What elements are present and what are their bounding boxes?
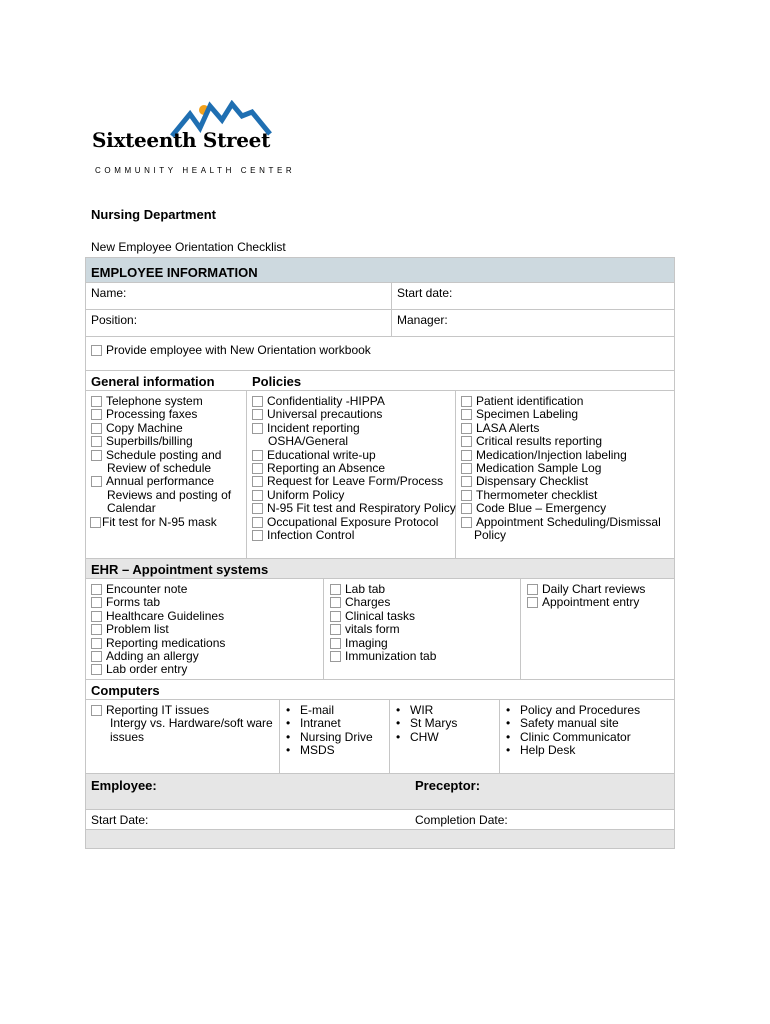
item-label: Charges bbox=[345, 595, 391, 610]
item-continuation: Reviews and posting of bbox=[107, 487, 232, 502]
item-label: Patient identification bbox=[476, 394, 584, 408]
checkbox[interactable] bbox=[252, 409, 263, 420]
item-label: Schedule posting and bbox=[106, 447, 222, 462]
check-item[interactable] bbox=[461, 435, 661, 448]
footer-band bbox=[86, 830, 674, 848]
item-label: Universal precautions bbox=[267, 407, 383, 422]
general-heading: General information bbox=[91, 374, 215, 389]
checkbox[interactable] bbox=[91, 345, 102, 356]
checkbox[interactable] bbox=[461, 436, 472, 447]
item-label: WIR bbox=[410, 703, 434, 717]
check-item[interactable] bbox=[527, 596, 645, 609]
computers-list-4 bbox=[506, 704, 640, 758]
check-item[interactable] bbox=[252, 422, 456, 435]
item-label: Forms tab bbox=[106, 595, 161, 610]
checkbox[interactable] bbox=[461, 490, 472, 501]
start-date-label: Start date: bbox=[397, 286, 453, 300]
item-continuation: Calendar bbox=[107, 501, 156, 516]
ehr-list-1 bbox=[91, 583, 225, 677]
check-item[interactable] bbox=[461, 422, 661, 435]
check-item[interactable] bbox=[461, 462, 661, 475]
checkbox[interactable] bbox=[330, 584, 341, 595]
checkbox[interactable] bbox=[527, 597, 538, 608]
item-label: Processing faxes bbox=[106, 407, 198, 422]
item-label: vitals form bbox=[345, 622, 400, 637]
workbook-item[interactable] bbox=[91, 343, 371, 357]
start-date-field-label: Start Date: bbox=[91, 813, 149, 827]
item-label: Policy and Procedures bbox=[520, 703, 641, 717]
check-item[interactable] bbox=[252, 449, 456, 462]
item-label: Confidentiality -HIPPA bbox=[267, 394, 385, 408]
checkbox[interactable] bbox=[91, 450, 102, 461]
bullet-item: • E-mail bbox=[286, 703, 335, 717]
bullet-item: • WIR bbox=[396, 703, 434, 717]
checkbox[interactable] bbox=[252, 463, 263, 474]
check-item[interactable] bbox=[461, 502, 661, 515]
checkbox[interactable] bbox=[91, 436, 102, 447]
preceptor-signature-label: Preceptor: bbox=[415, 778, 481, 793]
bullet-item: • St Marys bbox=[396, 716, 458, 731]
checkbox[interactable] bbox=[461, 423, 472, 434]
check-item[interactable] bbox=[461, 395, 661, 408]
checkbox[interactable] bbox=[330, 638, 341, 649]
item-label: Intranet bbox=[300, 716, 341, 731]
item-label: Medication Sample Log bbox=[476, 461, 602, 476]
item-label: Thermometer checklist bbox=[476, 487, 598, 502]
completion-date-label: Completion Date: bbox=[415, 813, 508, 827]
item-label: Copy Machine bbox=[106, 420, 183, 435]
check-item[interactable] bbox=[330, 610, 436, 623]
checkbox[interactable] bbox=[461, 463, 472, 474]
bullet-item: • CHW bbox=[396, 729, 439, 744]
item-label: Fit test for N-95 mask bbox=[102, 514, 217, 529]
item-label: St Marys bbox=[410, 716, 458, 731]
checkbox[interactable] bbox=[90, 517, 101, 528]
item-label: Specimen Labeling bbox=[476, 407, 579, 422]
check-item[interactable] bbox=[91, 704, 273, 717]
checkbox[interactable] bbox=[527, 584, 538, 595]
check-item[interactable] bbox=[91, 408, 231, 421]
item-continuation: OSHA/General bbox=[268, 434, 349, 449]
check-item[interactable] bbox=[461, 516, 661, 529]
check-item[interactable] bbox=[91, 637, 225, 650]
logo-name: Sixteenth Street bbox=[92, 128, 271, 152]
check-item[interactable] bbox=[91, 623, 225, 636]
bullet-item: • Safety manual site bbox=[506, 716, 619, 731]
item-continuation: Intergy vs. Hardware/soft ware bbox=[110, 716, 273, 731]
item-label: Educational write-up bbox=[267, 447, 376, 462]
item-label: Incident reporting bbox=[267, 420, 360, 435]
item-label: Reporting an Absence bbox=[267, 461, 386, 476]
check-item[interactable] bbox=[330, 637, 436, 650]
check-item[interactable] bbox=[252, 516, 456, 529]
item-label: Imaging bbox=[345, 635, 388, 650]
check-item[interactable] bbox=[461, 475, 661, 488]
check-item[interactable] bbox=[252, 408, 456, 421]
employee-info-heading: EMPLOYEE INFORMATION bbox=[91, 265, 258, 280]
general-list bbox=[91, 395, 231, 529]
checkbox[interactable] bbox=[461, 517, 472, 528]
item-label: Occupational Exposure Protocol bbox=[267, 514, 439, 529]
item-label: LASA Alerts bbox=[476, 420, 540, 435]
checkbox[interactable] bbox=[91, 638, 102, 649]
check-item[interactable] bbox=[330, 583, 436, 596]
item-label: Clinic Communicator bbox=[520, 729, 631, 744]
check-item[interactable] bbox=[91, 650, 225, 663]
checkbox[interactable] bbox=[252, 396, 263, 407]
computers-list-2 bbox=[286, 704, 373, 758]
checkbox[interactable] bbox=[330, 597, 341, 608]
checkbox[interactable] bbox=[461, 476, 472, 487]
item-continuation: issues bbox=[110, 729, 145, 744]
check-item[interactable] bbox=[90, 516, 231, 529]
check-item[interactable] bbox=[330, 596, 436, 609]
item-label: Adding an allergy bbox=[106, 649, 199, 664]
policies-list-1 bbox=[252, 395, 456, 542]
item-label: Infection Control bbox=[267, 528, 355, 543]
checkbox[interactable] bbox=[252, 530, 263, 541]
checkbox[interactable] bbox=[461, 396, 472, 407]
computers-list-3 bbox=[396, 704, 457, 744]
item-label: Annual performance bbox=[106, 474, 215, 489]
item-label: Safety manual site bbox=[520, 716, 619, 731]
orientation-form bbox=[85, 257, 675, 849]
checkbox[interactable] bbox=[91, 584, 102, 595]
check-item[interactable] bbox=[91, 663, 225, 676]
checkbox[interactable] bbox=[91, 705, 102, 716]
check-item[interactable] bbox=[461, 449, 661, 462]
check-item[interactable] bbox=[252, 489, 456, 502]
checkbox[interactable] bbox=[461, 450, 472, 461]
check-item[interactable] bbox=[91, 583, 225, 596]
checkbox[interactable] bbox=[330, 624, 341, 635]
item-label: CHW bbox=[410, 729, 439, 744]
checkbox[interactable] bbox=[91, 423, 102, 434]
check-item[interactable] bbox=[91, 596, 225, 609]
check-item[interactable] bbox=[252, 462, 456, 475]
bullet-item: • Nursing Drive bbox=[286, 729, 373, 744]
item-label: Nursing Drive bbox=[300, 729, 373, 744]
check-item[interactable] bbox=[252, 529, 456, 542]
checkbox[interactable] bbox=[252, 490, 263, 501]
item-label: Reporting medications bbox=[106, 635, 226, 650]
checkbox[interactable] bbox=[91, 664, 102, 675]
computers-list-1 bbox=[91, 704, 273, 744]
checkbox[interactable] bbox=[91, 597, 102, 608]
check-item[interactable] bbox=[91, 435, 231, 448]
computers-heading: Computers bbox=[91, 683, 160, 698]
item-label: N-95 Fit test and Respiratory Policy bbox=[267, 501, 456, 516]
policies-heading: Policies bbox=[252, 374, 302, 389]
item-label: Code Blue – Emergency bbox=[476, 501, 607, 516]
workbook-label: Provide employee with New Orientation workbook bbox=[106, 343, 371, 357]
check-item[interactable] bbox=[91, 422, 231, 435]
item-label: Telephone system bbox=[106, 394, 203, 408]
item-label: Appointment entry bbox=[542, 595, 640, 610]
checkbox[interactable] bbox=[91, 409, 102, 420]
department-title: Nursing Department bbox=[91, 207, 216, 222]
check-item[interactable] bbox=[91, 475, 231, 488]
check-item[interactable] bbox=[252, 395, 456, 408]
item-label: Healthcare Guidelines bbox=[106, 608, 225, 623]
checkbox[interactable] bbox=[252, 517, 263, 528]
check-item[interactable] bbox=[91, 610, 225, 623]
manager-label: Manager: bbox=[397, 313, 448, 327]
item-label: Lab order entry bbox=[106, 662, 188, 677]
check-item[interactable] bbox=[252, 502, 456, 515]
check-item[interactable] bbox=[330, 623, 436, 636]
bullet-item: • MSDS bbox=[286, 743, 335, 758]
check-item[interactable] bbox=[91, 449, 231, 462]
checklist-title: New Employee Orientation Checklist bbox=[91, 240, 286, 254]
checkbox[interactable] bbox=[461, 409, 472, 420]
item-label: Appointment Scheduling/Dismissal bbox=[476, 514, 661, 529]
check-item[interactable] bbox=[461, 408, 661, 421]
item-label: Superbills/billing bbox=[106, 434, 193, 449]
ehr-list-3 bbox=[527, 583, 645, 610]
item-label: Help Desk bbox=[520, 743, 576, 758]
checkbox[interactable] bbox=[252, 503, 263, 514]
checkbox[interactable] bbox=[252, 423, 263, 434]
item-label: Daily Chart reviews bbox=[542, 582, 646, 596]
item-continuation: Policy bbox=[474, 528, 507, 543]
employee-signature-label: Employee: bbox=[91, 778, 157, 793]
checkbox[interactable] bbox=[91, 396, 102, 407]
check-item[interactable] bbox=[527, 583, 645, 596]
checkbox[interactable] bbox=[461, 503, 472, 514]
check-item[interactable] bbox=[330, 650, 436, 663]
name-label: Name: bbox=[91, 286, 127, 300]
item-label: Immunization tab bbox=[345, 649, 437, 664]
logo-subtitle: COMMUNITY HEALTH CENTER bbox=[95, 166, 296, 175]
item-label: Encounter note bbox=[106, 582, 188, 596]
checkbox[interactable] bbox=[252, 450, 263, 461]
bullet-item: • Policy and Procedures bbox=[506, 703, 641, 717]
bullet-item: • Help Desk bbox=[506, 743, 576, 758]
item-continuation: Review of schedule bbox=[107, 461, 212, 476]
item-label: Uniform Policy bbox=[267, 487, 345, 502]
checkbox[interactable] bbox=[91, 651, 102, 662]
item-label: Request for Leave Form/Process bbox=[267, 474, 444, 489]
item-label: Medication/Injection labeling bbox=[476, 447, 627, 462]
bullet-item: • Clinic Communicator bbox=[506, 729, 631, 744]
item-label: Problem list bbox=[106, 622, 169, 637]
item-label: Critical results reporting bbox=[476, 434, 603, 449]
check-item[interactable] bbox=[461, 489, 661, 502]
checkbox[interactable] bbox=[91, 624, 102, 635]
checkbox[interactable] bbox=[330, 611, 341, 622]
item-label: Lab tab bbox=[345, 582, 386, 596]
item-label: Dispensary Checklist bbox=[476, 474, 589, 489]
checkbox[interactable] bbox=[91, 611, 102, 622]
policies-list-2 bbox=[461, 395, 661, 542]
item-label: Reporting IT issues bbox=[106, 703, 210, 717]
check-item[interactable] bbox=[91, 395, 231, 408]
item-label: E-mail bbox=[300, 703, 335, 717]
item-label: Clinical tasks bbox=[345, 608, 416, 623]
ehr-heading: EHR – Appointment systems bbox=[91, 562, 269, 577]
checkbox[interactable] bbox=[252, 476, 263, 487]
logo bbox=[92, 100, 296, 180]
ehr-list-2 bbox=[330, 583, 436, 663]
signoff-band bbox=[86, 773, 674, 809]
bullet-item: • Intranet bbox=[286, 716, 341, 731]
position-label: Position: bbox=[91, 313, 138, 327]
check-item[interactable] bbox=[252, 475, 456, 488]
checkbox[interactable] bbox=[330, 651, 341, 662]
checkbox[interactable] bbox=[91, 476, 102, 487]
item-label: MSDS bbox=[300, 743, 335, 758]
